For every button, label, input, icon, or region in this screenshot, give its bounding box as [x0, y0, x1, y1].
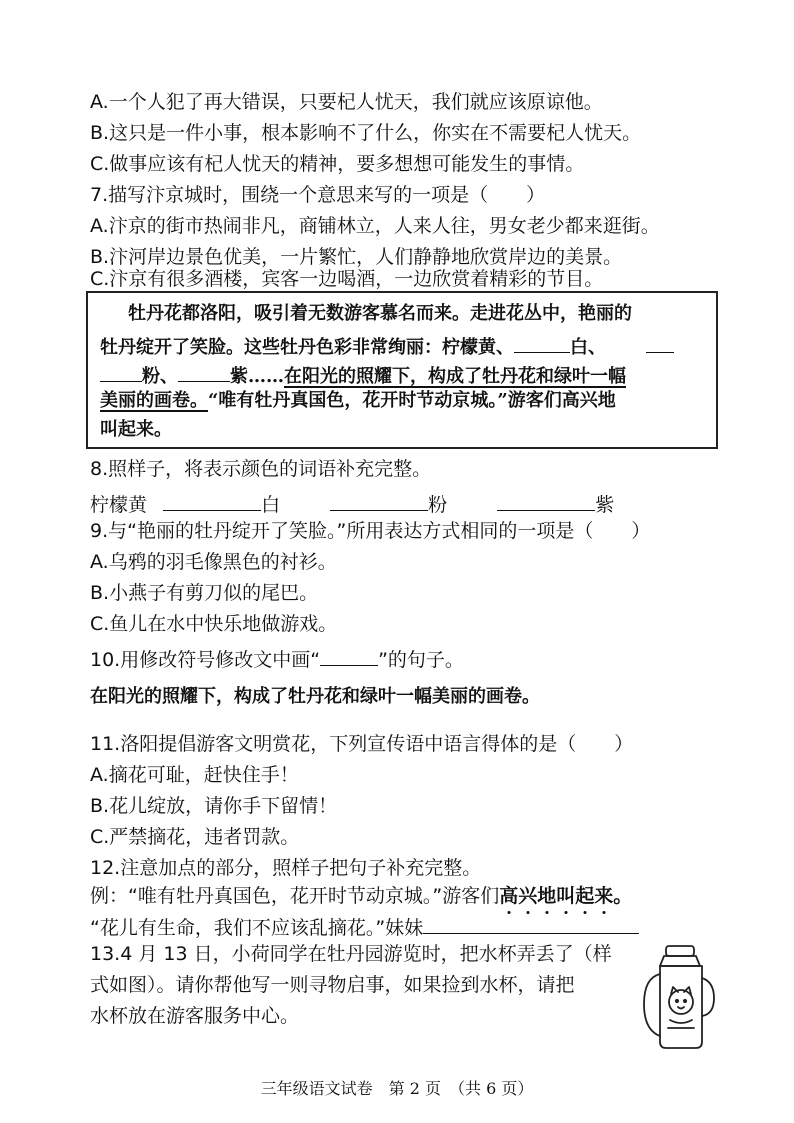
underline-sample — [320, 646, 378, 666]
option-line: B.汴河岸边景色优美，一片繁忙，人们静静地欣赏岸边的美景。 — [90, 246, 623, 268]
option-line: A.摘花可耻，赶快住手！ — [90, 764, 299, 786]
passage-line: 美丽的画卷。“唯有牡丹真国色，花开时节动京城。”游客们高兴地 — [100, 390, 616, 411]
reading-passage-box — [86, 291, 718, 449]
dotted-char: 叫 — [556, 885, 576, 907]
question-7-stem: 7.描写汴京城时，围绕一个意思来写的一项是（ ） — [90, 184, 546, 206]
option-line: C.严禁摘花，违者罚款。 — [90, 826, 300, 848]
question-9-stem: 9.与“艳丽的牡丹绽开了笑脸。”所用表达方式相同的一项是（ ） — [90, 520, 651, 542]
answer-blank[interactable] — [178, 363, 230, 382]
answer-blank[interactable] — [100, 363, 142, 382]
sentence-to-revise[interactable]: 在阳光的照耀下，构成了牡丹花和绿叶一幅美丽的画卷。 — [90, 686, 540, 707]
dotted-char: 来 — [594, 885, 614, 907]
completion-sentence: “花儿有生命，我们不应该乱摘花。”妹妹 — [90, 914, 639, 938]
option-line: C.汴京有很多酒楼，宾客一边喝酒，一边欣赏着精彩的节目。 — [90, 268, 604, 290]
passage-line: 粉、 紫……在阳光的照耀下，构成了牡丹花和绿叶一幅 — [100, 363, 626, 386]
dotted-char: 地 — [537, 885, 557, 907]
dotted-char: 高 — [499, 885, 519, 907]
answer-blank[interactable] — [646, 334, 674, 353]
passage-line: 牡丹花都洛阳，吸引着无数游客慕名而来。走进花丛中，艳丽的 — [128, 303, 632, 324]
page-footer: 三年级语文试卷 第 2 页 （共 6 页） — [260, 1079, 534, 1098]
question-10-stem: 10.用修改符号修改文中画“ ”的句子。 — [90, 646, 464, 670]
option-line: C.做事应该有杞人忧天的精神，要多想想可能发生的事情。 — [90, 153, 585, 175]
example-sentence: 例：“唯有牡丹真国色，花开时节动京城。”游客们高兴地叫起来。 — [90, 885, 633, 907]
question-13-line: 水杯放在游客服务中心。 — [90, 1005, 300, 1027]
option-line: C.鱼儿在水中快乐地做游戏。 — [90, 613, 338, 635]
dotted-char: 起 — [575, 885, 595, 907]
answer-blank[interactable] — [423, 914, 639, 934]
question-11-stem: 11.洛阳提倡游客文明赏花，下列宣传语中语言得体的是（ ） — [90, 733, 634, 755]
option-line: B.花儿绽放，请你手下留情！ — [90, 795, 338, 817]
answer-blank[interactable] — [163, 491, 261, 511]
dotted-char: 兴 — [518, 885, 538, 907]
option-line: A.一个人犯了再大错误，只要杞人忧天，我们就应该原谅他。 — [90, 91, 603, 113]
question-8-answer-row: 柠檬黄 白 粉 紫 — [90, 491, 614, 515]
option-line: A.汴京的街市热闹非凡，商铺林立，人来人往，男女老少都来逛街。 — [90, 215, 660, 237]
option-line: B.这只是一件小事，根本影响不了什么，你实在不需要杞人忧天。 — [90, 122, 642, 144]
passage-line: 叫起来。 — [100, 419, 172, 440]
question-8-stem: 8.照样子，将表示颜色的词语补充完整。 — [90, 458, 432, 480]
option-line: B.小燕子有剪刀似的尾巴。 — [90, 582, 319, 604]
marked-sentence: 美丽的画卷。 — [100, 390, 208, 411]
question-13-line: 式如图）。请你帮他写一则寻物启事，如果捡到水杯，请把 — [90, 974, 575, 996]
question-13-line: 13.4 月 13 日，小荷同学在牡丹园游览时，把水杯弄丢了（样 — [90, 943, 612, 965]
option-line: A.乌鸦的羽毛像黑色的衬衫。 — [90, 551, 337, 573]
answer-blank[interactable] — [514, 334, 570, 353]
passage-line: 牡丹绽开了笑脸。这些牡丹色彩非常绚丽：柠檬黄、 白、 — [100, 334, 674, 357]
marked-sentence: 在阳光的照耀下，构成了牡丹花和绿叶一幅 — [284, 366, 626, 387]
answer-blank[interactable] — [330, 491, 428, 511]
question-12-stem: 12.注意加点的部分，照样子把句子补充完整。 — [90, 857, 482, 879]
water-cup-icon — [640, 944, 722, 1052]
answer-blank[interactable] — [497, 491, 595, 511]
